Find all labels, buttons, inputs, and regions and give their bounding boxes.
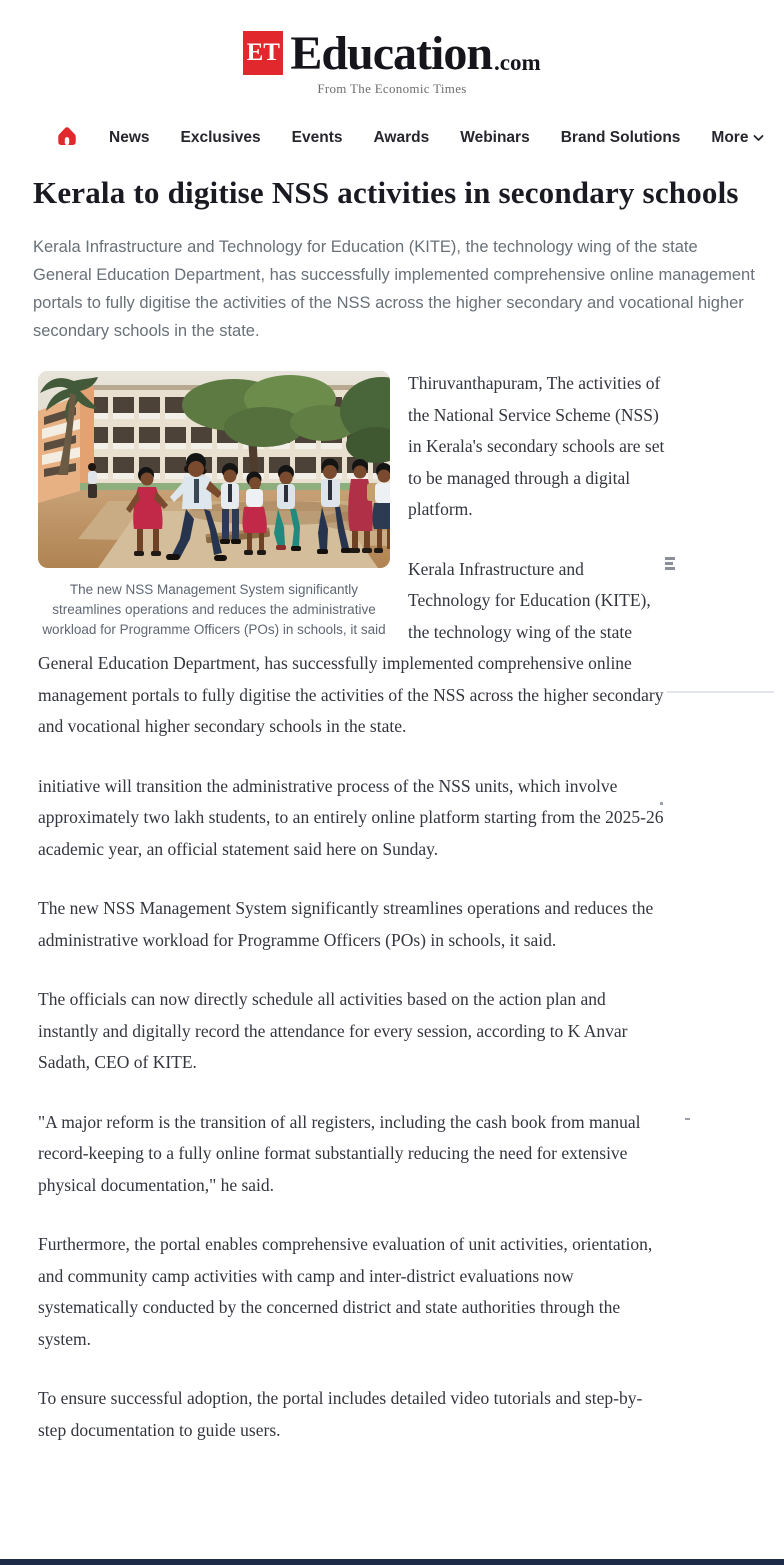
article-paragraph: To ensure successful adoption, the portal includes detailed video tutorials and step-by-step documentation to guide users. — [38, 1388, 643, 1440]
nav-item-exclusives[interactable]: Exclusives — [180, 129, 261, 146]
site-header — [0, 0, 784, 97]
right-rail-widget-fragment — [665, 557, 675, 572]
article-title: Kerala to digitise NSS activities in secondary schools — [33, 175, 739, 210]
school-courtyard-illustration — [38, 371, 390, 568]
article-paragraph: initiative will transition the administrative process of the NSS units, which involve approximately two lakh students, to an entirely online platform starting from the 2025-26 academic year, an official statement said here on Sunday. — [38, 775, 664, 859]
home-button[interactable] — [56, 125, 78, 152]
home-icon — [56, 125, 78, 152]
article-paragraph: Furthermore, the portal enables comprehensive evaluation of unit activities, orientation, and community camp activities with camp and inter-district evaluations now systematically conducted by the concerned district and state authorities through the system. — [38, 1234, 653, 1349]
article-paragraph: The officials can now directly schedule all activities based on the action plan and instantly and digitally record the attendance for every session, according to K Anvar Sadath, CEO of KITE. — [38, 989, 628, 1072]
nav-item-more[interactable] — [711, 129, 764, 147]
logo-tagline: From The Economic Times — [317, 81, 467, 96]
chevron-down-icon — [753, 129, 764, 147]
main-nav — [0, 121, 784, 155]
right-rail-mark — [660, 802, 663, 805]
article-image — [38, 371, 390, 568]
article-paragraph: Kerala Infrastructure and Technology for Education (KITE), the technology wing of the state General Education Department, has successfully implemented comprehensive online management portals to fully digitise the activities of the NSS across the higher secondary and vocational higher secondary schools in the state. — [38, 558, 664, 736]
article-figure — [38, 371, 390, 640]
article-paragraph: "A major reform is the transition of all registers, including the cash book from manual record-keeping to a fully online format substantially reducing the need for extensive physical documentation," he said. — [38, 1111, 641, 1195]
nav-item-brand-solutions[interactable]: Brand Solutions — [560, 129, 681, 146]
right-rail-mark — [685, 1118, 690, 1120]
site-logo[interactable] — [243, 27, 541, 80]
article-paragraph: The new NSS Management System significantly streamlines operations and reduces the administrative workload for Programme Officers (POs) in schools, it said. — [38, 898, 654, 950]
image-caption: The new NSS Management System significantly streamlines operations and reduces the administrative workload for Programme Officers (POs) in schools, it said — [42, 582, 386, 637]
article-paragraph: Thiruvanthapuram, The activities of the National Service Scheme (NSS) in Kerala's secondary schools are set to be managed through a digital platform. — [408, 373, 665, 519]
et-logo-mark: ET — [243, 31, 283, 75]
nav-item-awards[interactable]: Awards — [373, 129, 430, 146]
bottom-sticky-bar-edge — [0, 1559, 784, 1565]
right-rail-divider — [667, 691, 774, 693]
nav-item-news[interactable]: News — [109, 129, 150, 146]
logo-wordmark: Education — [290, 27, 493, 80]
logo-domain-suffix: .com — [494, 50, 541, 75]
article-lead: Kerala Infrastructure and Technology for Education (KITE), the technology wing of the state General Education Department, has successfully implemented comprehensive online management portals to fully digitise the activities of the NSS across the higher secondary and vocational higher secondary schools in the state. — [33, 238, 755, 340]
nav-item-webinars[interactable]: Webinars — [460, 129, 530, 146]
article-body — [38, 368, 668, 1446]
nav-item-events[interactable]: Events — [291, 129, 343, 146]
article — [0, 169, 784, 1446]
nav-more-label: More — [711, 129, 749, 146]
